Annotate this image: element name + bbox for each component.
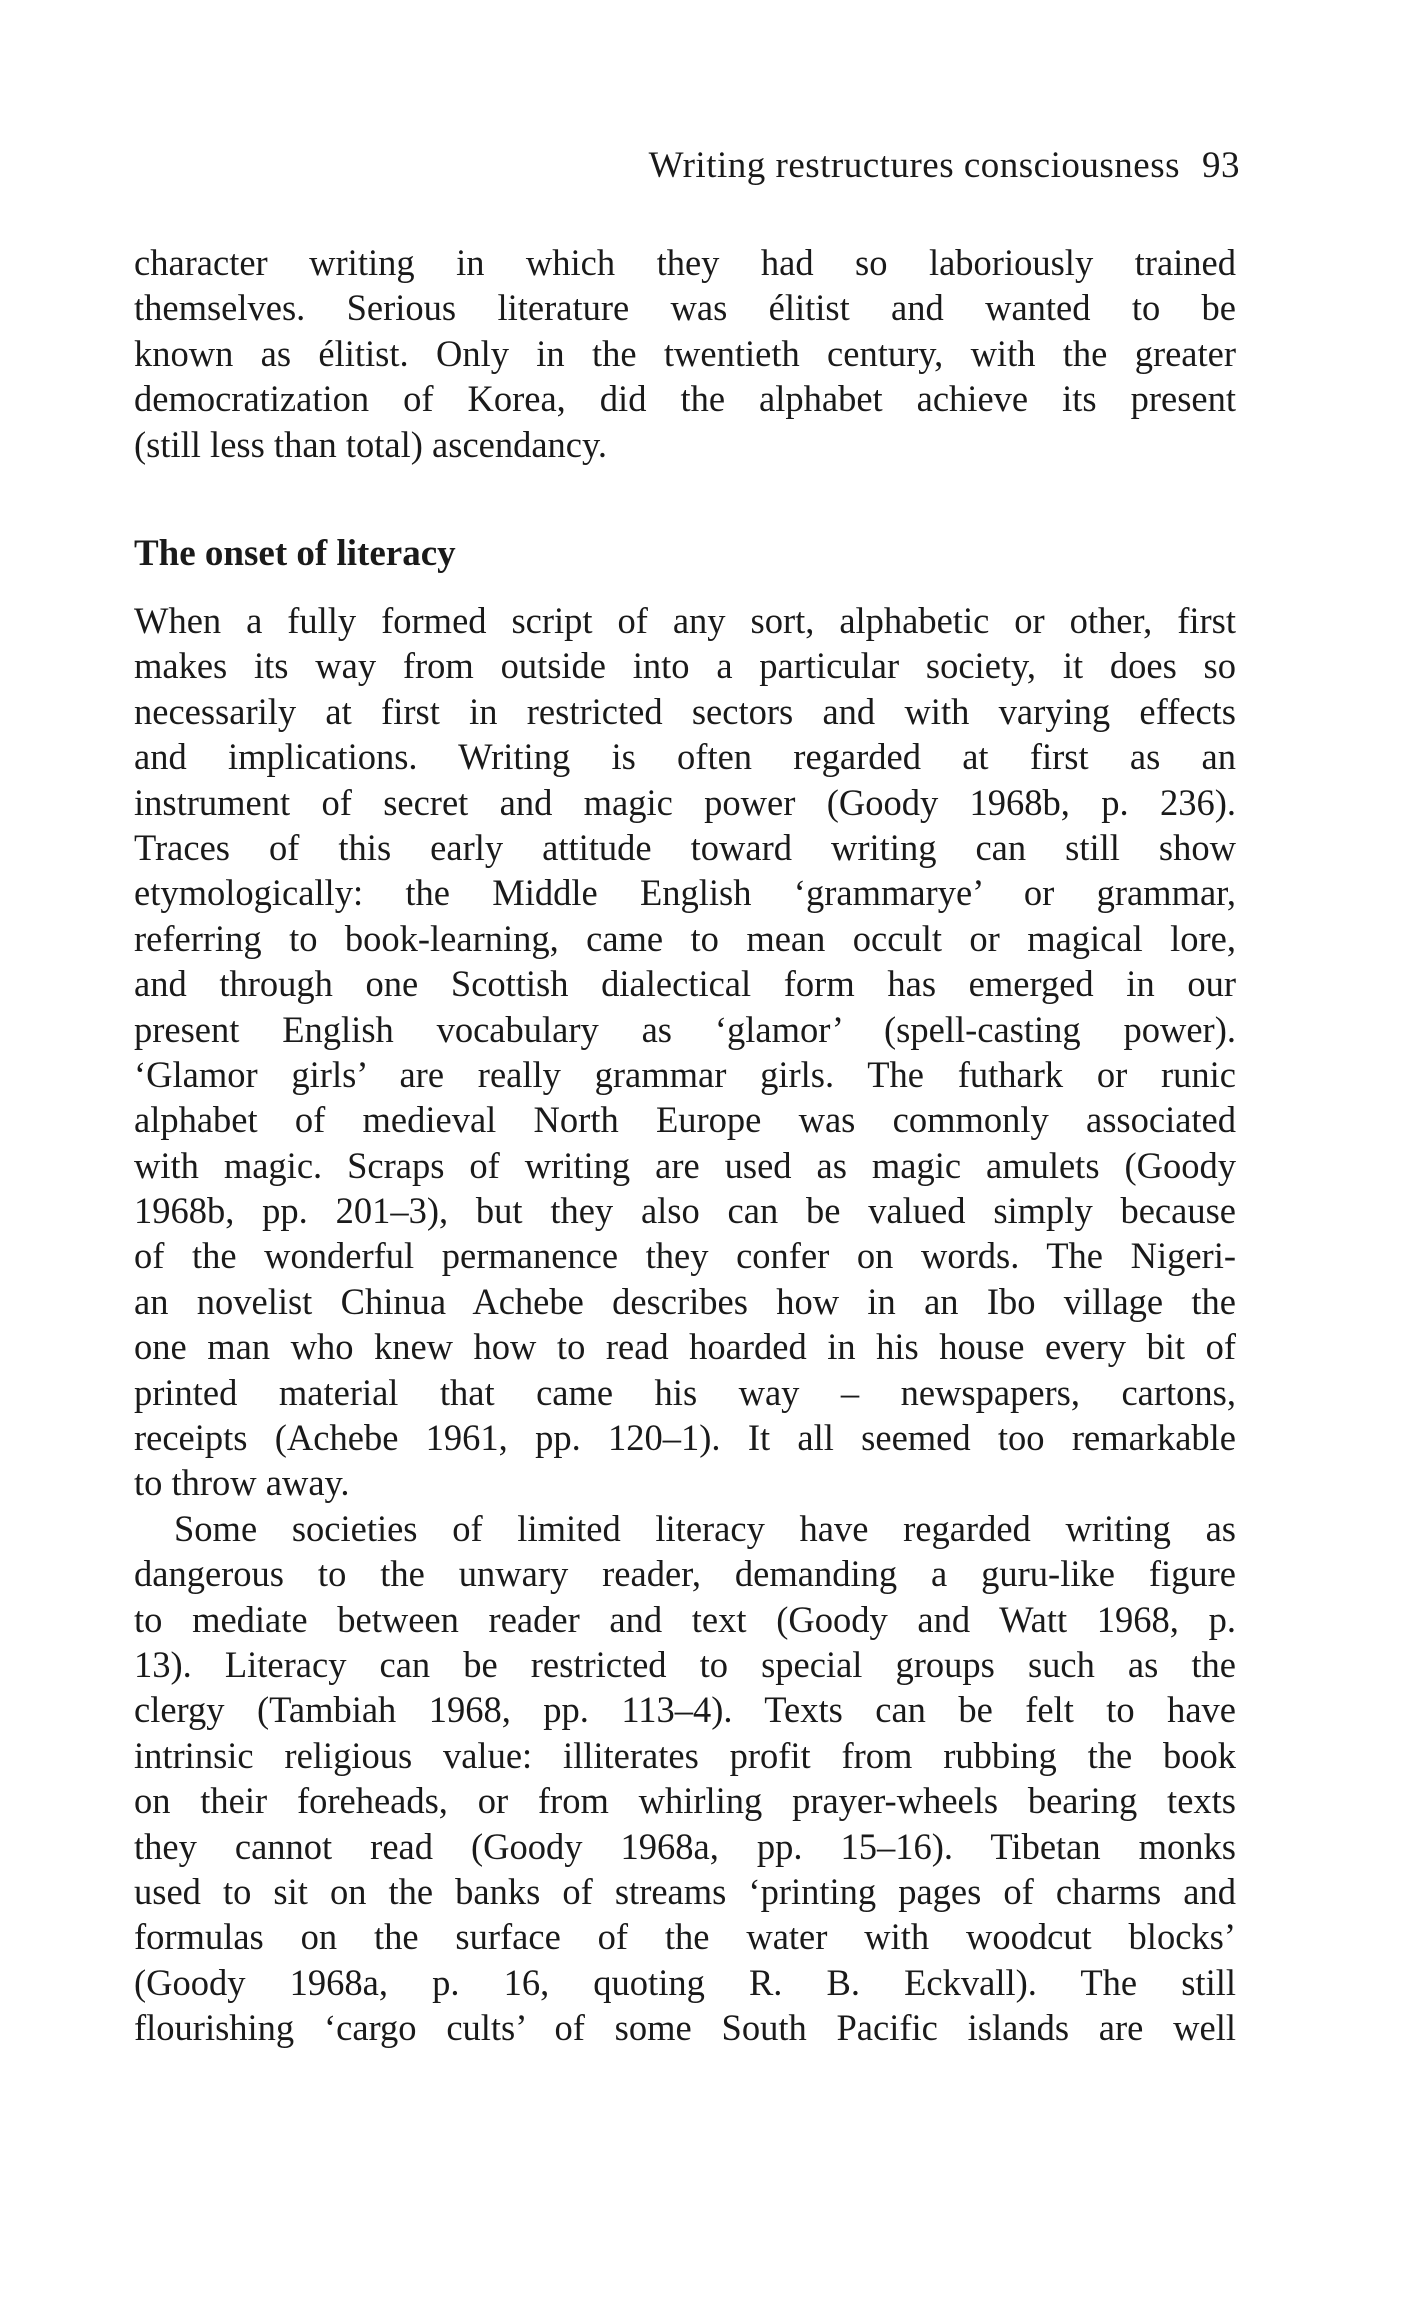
text-line: Traces of this early attitude toward writing can still show	[134, 826, 1236, 868]
text-line: 1968b, pp. 201–3), but they also can be valued simply because	[134, 1190, 1236, 1232]
text-line: (still less than total) ascendancy.	[134, 423, 608, 465]
running-title: Writing restructures consciousness	[648, 145, 1180, 186]
section-body	[134, 598, 1236, 2051]
text-line: dangerous to the unwary reader, demanding a guru-like figure	[134, 1553, 1236, 1595]
text-line: ‘Glamor girls’ are really grammar girls. The futhark or runic	[134, 1053, 1236, 1095]
text-line: (Goody 1968a, p. 16, quoting R. B. Eckvall). The still	[134, 1961, 1236, 2003]
text-line: present English vocabulary as ‘glamor’ (spell-casting power).	[134, 1008, 1236, 1050]
page-number: 93	[1202, 145, 1240, 186]
text-line: makes its way from outside into a particular society, it does so	[134, 645, 1236, 687]
text-line: with magic. Scraps of writing are used as magic amulets (Goody	[134, 1144, 1236, 1186]
text-line: alphabet of medieval North Europe was commonly associated	[134, 1099, 1236, 1141]
continued-paragraph	[134, 240, 1236, 467]
text-line: themselves. Serious literature was élitist and wanted to be	[134, 287, 1236, 329]
text-line: When a fully formed script of any sort, alphabetic or other, first	[134, 600, 1236, 641]
text-line: character writing in which they had so laboriously trained	[134, 242, 1236, 283]
text-line: known as élitist. Only in the twentieth century, with the greater	[134, 332, 1236, 374]
text-line: used to sit on the banks of streams ‘printing pages of charms and	[134, 1870, 1236, 1912]
section-heading: The onset of literacy	[134, 533, 456, 574]
text-line: and through one Scottish dialectical form has emerged in our	[134, 963, 1236, 1005]
text-line: one man who knew how to read hoarded in his house every bit of	[134, 1326, 1236, 1368]
text-line: an novelist Chinua Achebe describes how in an Ibo village the	[134, 1280, 1236, 1322]
text-line: necessarily at first in restricted sectors and with varying effects	[134, 690, 1236, 732]
text-line: to throw away.	[134, 1462, 350, 1504]
text-line: formulas on the surface of the water with woodcut blocks’	[134, 1916, 1236, 1958]
text-line: they cannot read (Goody 1968a, pp. 15–16). Tibetan monks	[134, 1825, 1236, 1867]
text-line: referring to book-learning, came to mean occult or magical lore,	[134, 917, 1236, 959]
text-line: instrument of secret and magic power (Goody 1968b, p. 236).	[134, 781, 1236, 823]
text-line: flourishing ‘cargo cults’ of some South Pacific islands are well	[134, 2007, 1236, 2049]
text-line: 13). Literacy can be restricted to special groups such as the	[134, 1643, 1236, 1685]
text-line: Some societies of limited literacy have regarded writing as	[174, 1507, 1236, 1549]
text-line: intrinsic religious value: illiterates profit from rubbing the book	[134, 1734, 1236, 1776]
text-line: of the wonderful permanence they confer on words. The Nigeri-	[134, 1235, 1236, 1277]
text-line: receipts (Achebe 1961, pp. 120–1). It all seemed too remarkable	[134, 1417, 1236, 1459]
running-head	[470, 136, 1240, 196]
text-line: printed material that came his way – newspapers, cartons,	[134, 1371, 1236, 1413]
text-line: to mediate between reader and text (Goody and Watt 1968, p.	[134, 1598, 1236, 1640]
text-line: democratization of Korea, did the alphabet achieve its present	[134, 378, 1236, 420]
text-line: etymologically: the Middle English ‘grammarye’ or grammar,	[134, 872, 1236, 914]
text-line: on their foreheads, or from whirling prayer-wheels bearing texts	[134, 1780, 1236, 1822]
text-line: and implications. Writing is often regarded at first as an	[134, 736, 1236, 778]
text-line: clergy (Tambiah 1968, pp. 113–4). Texts can be felt to have	[134, 1689, 1236, 1731]
